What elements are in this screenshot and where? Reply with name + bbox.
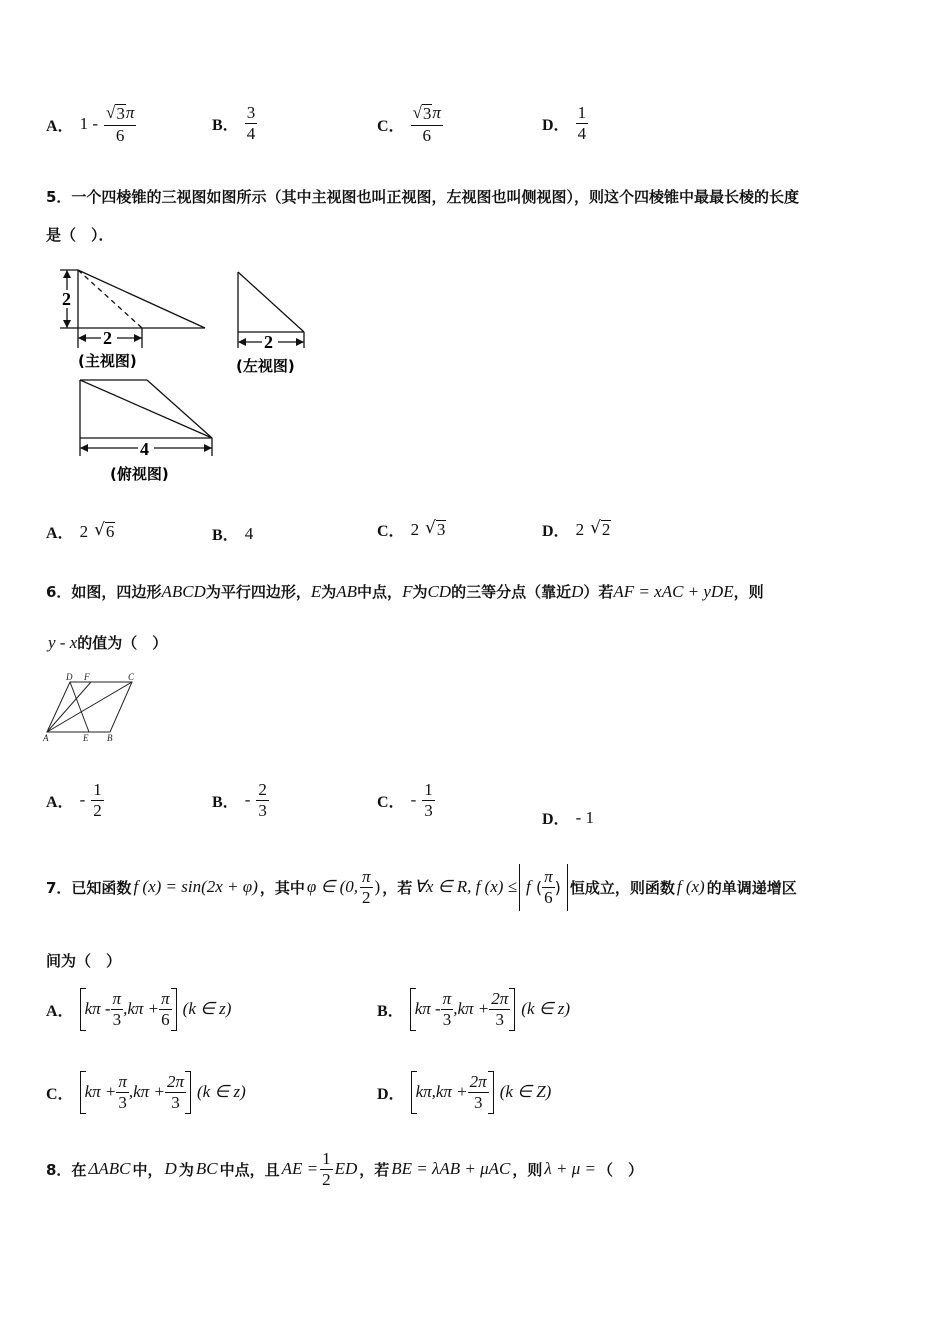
fraction: $\frac{2}{3}$ xyxy=(258,780,267,820)
front-caption: (主视图) xyxy=(78,352,137,370)
top-caption: (俯视图) xyxy=(110,465,169,483)
q5-option-c[interactable] xyxy=(377,518,446,541)
option-label: B． xyxy=(377,1002,404,1020)
k-condition: (k ∈ z) xyxy=(182,999,232,1019)
point-c: C xyxy=(128,672,135,682)
q6-stem-line1: 6．如图，四边形ABCD为平行四边形，E为AB中点，F为CD的三等分点（靠近D）若AF = xAC + yDE，则 xyxy=(46,582,764,601)
three-view-figure xyxy=(50,262,330,492)
point-b: B xyxy=(107,733,113,743)
side-caption: (左视图) xyxy=(236,357,295,375)
option-label: C． xyxy=(377,793,405,811)
coef: 2 xyxy=(79,521,89,541)
q7-option-b[interactable] xyxy=(377,988,570,1031)
interval: kπ - $\frac{\pi}{3}$ ,kπ + $\frac{2\pi}{3}$ xyxy=(410,988,516,1031)
option-label: C． xyxy=(46,1085,74,1103)
q6-option-c[interactable] xyxy=(377,781,435,820)
sign: - xyxy=(410,790,417,810)
coef: 2 xyxy=(410,519,420,539)
front-width-label: 2 xyxy=(103,328,112,348)
option-label: D． xyxy=(542,116,570,134)
arrowhead xyxy=(80,444,88,452)
q5-stem-line1: 5．一个四棱锥的三视图如图所示（其中主视图也叫正视图，左视图也叫侧视图），则这个四棱锥中最最长棱的长度 xyxy=(46,188,799,206)
q5-stem-line2: 是（ ）． xyxy=(46,226,114,244)
point-d: D xyxy=(66,672,73,682)
sqrt: √ 2 xyxy=(590,517,611,539)
q6-option-d[interactable] xyxy=(542,806,594,829)
fraction: $\frac{1}{3}$ xyxy=(424,780,433,820)
front-height-label: 2 xyxy=(62,289,71,309)
q5-option-b[interactable] xyxy=(212,522,253,545)
arrowhead xyxy=(78,334,86,342)
arrowhead xyxy=(238,338,246,346)
q7-option-a[interactable] xyxy=(46,988,231,1031)
arrowhead xyxy=(296,338,304,346)
side-width-label: 2 xyxy=(264,332,273,352)
point-f: F xyxy=(84,672,90,682)
coef: 2 xyxy=(575,519,585,539)
option-label: B． xyxy=(212,793,239,811)
option-label: D． xyxy=(542,811,570,828)
option-label: D． xyxy=(377,1085,405,1103)
option-value: 4 xyxy=(244,523,254,543)
option-prefix: 1 - xyxy=(79,114,98,134)
option-label: B． xyxy=(212,527,239,544)
arrowhead xyxy=(63,320,71,328)
interval: kπ,kπ + $\frac{2\pi}{3}$ xyxy=(411,1071,494,1114)
sign: - xyxy=(79,790,86,810)
option-label: B． xyxy=(212,116,239,134)
fraction: $\frac{1}{4}$ xyxy=(577,103,587,143)
q6-stem-line2: y - x的值为（ ） xyxy=(48,633,168,652)
option-label: A． xyxy=(46,525,74,542)
point-e: E xyxy=(83,733,89,743)
q7-option-d[interactable] xyxy=(377,1071,551,1114)
k-condition: (k ∈ Z) xyxy=(499,1082,552,1102)
arrowhead xyxy=(134,334,142,342)
arrowhead xyxy=(63,270,71,278)
segment-af xyxy=(47,682,91,732)
interval: kπ - $\frac{\pi}{3}$ ,kπ + $\frac{\pi}{6}$ xyxy=(80,988,177,1031)
q5-option-a[interactable] xyxy=(46,520,115,543)
arrowhead xyxy=(204,444,212,452)
q8-stem: 8．在 ΔABC 中， D 为 BC 中点，且 AE = $\frac{1}{2}$ ED ，若 BE = λAB + μAC ，则 λ + μ = （ ） xyxy=(46,1149,644,1189)
q4-option-d[interactable] xyxy=(542,104,588,143)
option-label: D． xyxy=(542,523,570,540)
fraction: $\frac{3}{4}$ xyxy=(246,103,256,143)
segment-de xyxy=(70,682,89,732)
q7-stem-line1: 7．已知函数 f (x) = sin(2x + φ) ，其中 φ ∈ (0, $\frac{\pi}{2}$ ) ，若 ∀x ∈ R, f (x) ≤ f ( $\frac{\pi}{6}$ ) 恒成立，则函数 f (x) 的单调递增区 xyxy=(46,864,797,911)
interval: kπ + $\frac{\pi}{3}$ ,kπ + $\frac{2\pi}{3}$ xyxy=(80,1071,191,1114)
option-label: A． xyxy=(46,117,74,135)
q6-option-a[interactable] xyxy=(46,781,104,820)
k-condition: (k ∈ z) xyxy=(196,1082,246,1102)
k-condition: (k ∈ z) xyxy=(521,999,571,1019)
segment-ac xyxy=(47,682,132,732)
q5-option-d[interactable] xyxy=(542,518,611,541)
q4-option-c[interactable] xyxy=(377,104,443,145)
fraction: √ 3 π 6 xyxy=(105,103,135,145)
q6-option-b[interactable] xyxy=(212,781,269,820)
point-a: A xyxy=(43,733,49,743)
option-label: C． xyxy=(377,523,405,540)
parallelogram-figure xyxy=(40,672,150,744)
q7-option-c[interactable] xyxy=(46,1071,246,1114)
sign: - xyxy=(244,790,251,810)
option-value: - 1 xyxy=(575,807,594,827)
sqrt: √ 6 xyxy=(94,519,115,541)
fraction: √ 3 π 6 xyxy=(412,103,441,145)
q7-stem-line2: 间为（ ） xyxy=(46,952,122,970)
option-label: A． xyxy=(46,793,74,811)
fraction: $\frac{1}{2}$ xyxy=(93,780,102,820)
option-label: C． xyxy=(377,117,405,135)
q4-option-a[interactable] xyxy=(46,104,136,145)
q4-option-b[interactable] xyxy=(212,104,257,143)
top-width-label: 4 xyxy=(140,439,149,459)
option-label: A． xyxy=(46,1002,74,1020)
sqrt: √ 3 xyxy=(425,517,446,539)
